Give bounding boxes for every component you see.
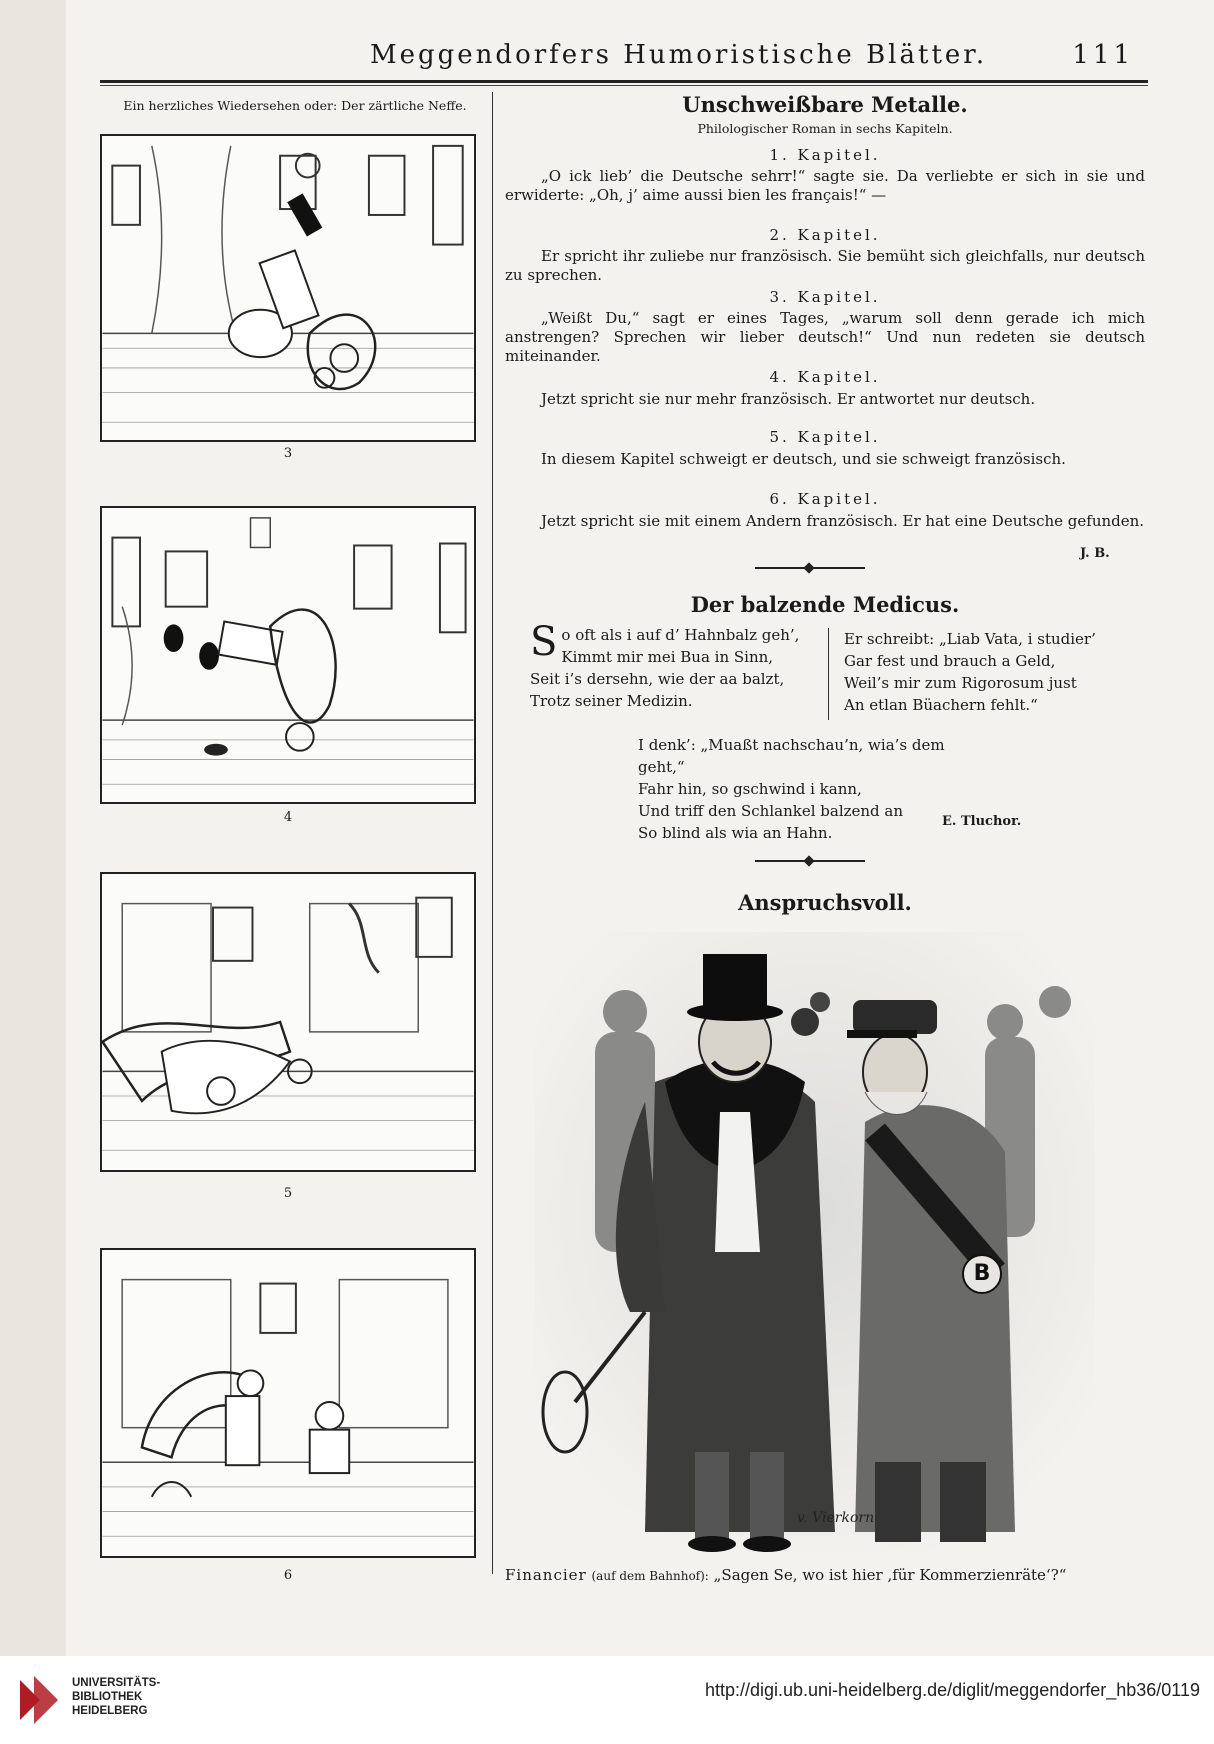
ornament-1 — [505, 565, 1145, 575]
cartoon-illustration — [535, 932, 1095, 1552]
source-url-link[interactable]: http://digi.ub.uni-heidelberg.de/diglit/meggendorfer_hb36/0119 — [704, 1680, 1200, 1700]
library-line-3: HEIDELBERG — [72, 1705, 148, 1717]
library-line-2: BIBLIOTHEK — [72, 1691, 143, 1703]
story-subtitle: Philologischer Roman in sechs Kapiteln. — [697, 121, 953, 136]
poem-line: Weil’s mir zum Rigorosum just — [844, 674, 1077, 692]
library-logo-icon — [14, 1670, 64, 1728]
chapter-heading: 1. Kapitel. — [769, 146, 881, 164]
poem-line: Und triff den Schlankel balzend an — [638, 802, 904, 820]
chapter-heading: 3. Kapitel. — [769, 288, 881, 306]
collar-badge: B — [962, 1254, 1002, 1294]
library-name — [72, 1676, 160, 1718]
chapter-text: Jetzt spricht sie nur mehr französisch. Er antwortet nur deutsch. — [541, 390, 1036, 408]
chapter-text: Jetzt spricht sie mit einem Andern französisch. Er hat eine Deutsche gefunden. — [541, 512, 1145, 530]
chapter-text: „Weißt Du,“ sagt er eines Tages, „warum soll denn gerade ich mich anstrengen? Sprechen wir lieber deutsch!“ Und nun redeten sie deutsch miteinander. — [505, 309, 1145, 365]
library-footer — [0, 1656, 1214, 1744]
poem-right-stanza — [844, 628, 1144, 716]
header-rule — [100, 80, 1148, 83]
chapter-heading: 5. Kapitel. — [769, 428, 881, 446]
journal-title: Meggendorfers Humoristische Blätter. — [370, 40, 988, 70]
chapter-heading: 6. Kapitel. — [769, 490, 881, 508]
ornament-2 — [505, 858, 1145, 868]
poem-line: So blind als wia an Hahn. — [638, 824, 833, 842]
story-signature: J. B. — [1080, 546, 1110, 561]
poem-line: Trotz seiner Medizin. — [530, 692, 693, 710]
comic-panel-3 — [100, 134, 476, 442]
panel-number-4: 4 — [283, 810, 293, 825]
comic-illustration-6 — [102, 1250, 474, 1556]
comic-panel-6 — [100, 1248, 476, 1558]
story-title: Unschweißbare Metalle. — [682, 92, 968, 117]
chapter-3 — [505, 288, 1145, 366]
chapter-text: „O ick lieb’ die Deutsche sehrr!“ sagte sie. Da verliebte er sich in sie und erwiderte: „Oh, j’ aime aussi bien les français!“ — — [505, 167, 1145, 204]
chapter-text: In diesem Kapitel schweigt er deutsch, und sie schweigt französisch. — [541, 450, 1066, 468]
comic-illustration-4 — [102, 508, 474, 802]
poem-initial: S — [530, 619, 558, 665]
chapter-5 — [505, 428, 1145, 469]
cartoon-section — [505, 890, 1145, 915]
chapter-4 — [505, 368, 1145, 409]
poem-line: Er schreibt: „Liab Vata, i studier’ — [844, 630, 1096, 648]
poem-final-stanza — [638, 734, 978, 844]
poem-divider — [828, 628, 829, 720]
chapter-6 — [505, 490, 1145, 531]
cartoon-caption — [505, 1566, 1145, 1584]
panel-number-5: 5 — [283, 1186, 293, 1201]
comic-panel-5 — [100, 872, 476, 1172]
header-rule-thin — [100, 85, 1148, 86]
poem-title: Der balzende Medicus. — [690, 592, 960, 617]
panel-number-6: 6 — [283, 1568, 293, 1583]
poem-signature: E. Tluchor. — [942, 814, 1022, 829]
page-number: 111 — [1072, 40, 1134, 70]
poem-line: An etlan Büachern fehlt.“ — [844, 696, 1038, 714]
station-scene-illustration — [535, 932, 1095, 1552]
artist-signature: v. Vierkorn — [797, 1510, 875, 1526]
caption-speaker: Financier — [505, 1566, 587, 1584]
chapter-heading: 2. Kapitel. — [769, 226, 881, 244]
chapter-1 — [505, 146, 1145, 205]
poem-line: Fahr hin, so gschwind i kann, — [638, 780, 862, 798]
running-header — [100, 40, 1150, 80]
library-line-1: UNIVERSITÄTS- — [72, 1677, 161, 1689]
comic-illustration-3 — [102, 136, 474, 440]
chapter-text: Er spricht ihr zuliebe nur französisch. Sie bemüht sich gleichfalls, nur deutsch zu sprechen. — [505, 247, 1145, 284]
poem-line: I denk’: „Muaßt nachschau’n, wia’s dem geht,“ — [638, 736, 945, 776]
panel-number-3: 3 — [283, 446, 293, 461]
cartoon-title: Anspruchsvoll. — [738, 890, 912, 915]
caption-context: (auf dem Bahnhof): — [591, 1569, 709, 1583]
column-divider — [492, 92, 493, 1574]
poem-line: Seit i’s dersehn, wie der aa balzt, — [530, 670, 785, 688]
comic-illustration-5 — [102, 874, 474, 1170]
chapter-heading: 4. Kapitel. — [769, 368, 881, 386]
poem-section — [505, 592, 1145, 617]
poem-left-stanza — [530, 619, 820, 712]
story-section — [505, 92, 1145, 136]
comic-title: Ein herzliches Wiedersehen oder: Der zärtliche Neffe. — [123, 98, 467, 113]
comic-panel-4 — [100, 506, 476, 804]
poem-line: Gar fest und brauch a Geld, — [844, 652, 1056, 670]
caption-quote: „Sagen Se, wo ist hier ‚für Kommerzienräte‘?“ — [713, 1566, 1067, 1584]
poem-line: Kimmt mir mei Bua in Sinn, — [561, 648, 774, 666]
poem-line: o oft als i auf d’ Hahnbalz geh’, — [561, 626, 800, 644]
chapter-2 — [505, 226, 1145, 285]
